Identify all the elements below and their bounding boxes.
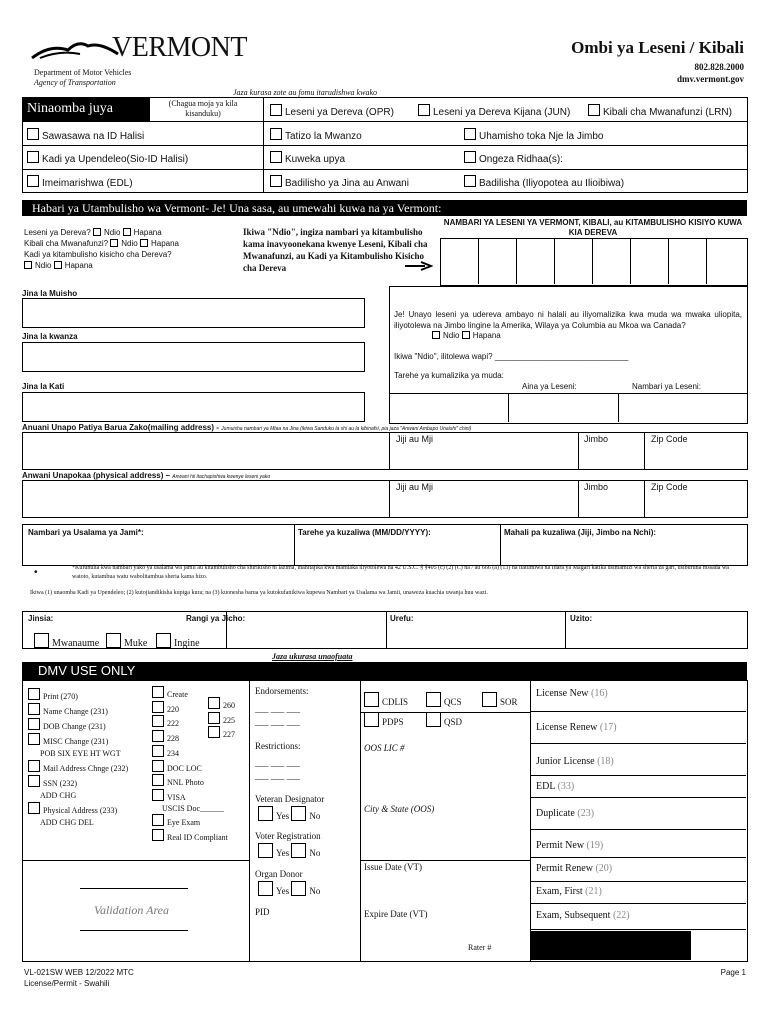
middle-name-label: Jina la Kati xyxy=(22,382,65,391)
type-permit-new[interactable]: Permit New (19) xyxy=(530,830,746,858)
pdps-option[interactable]: PDPS xyxy=(364,712,404,727)
type-permit-renew[interactable]: Permit Renew (20) xyxy=(530,858,746,882)
option-name-address-change[interactable]: Badilisho ya Jina au Anwani xyxy=(270,175,409,189)
other-state-number-label: Nambari ya Leseni: xyxy=(632,382,701,391)
vermont-logo-mountain-icon xyxy=(30,36,120,62)
rater-black-box xyxy=(531,931,691,960)
option-transfer[interactable]: Uhamisho toka Nje la Jimbo xyxy=(464,128,604,142)
form-id: VL-021SW WEB 12/2022 MTC xyxy=(24,968,134,977)
identity-bar: Habari ya Utambulisho wa Vermont- Je! Una sasa, au umewahi kuwa na ya Vermont: xyxy=(22,200,747,216)
ssn-label: Nambari ya Usalama ya Jami*: xyxy=(28,528,144,537)
other-state-where: Ikiwa "Ndio", ilitolewa wapi? ______________________________ xyxy=(394,352,629,361)
first-name-label: Jina la kwanza xyxy=(22,332,78,341)
endorsements-label: Endorsements: xyxy=(255,686,309,696)
option-replace[interactable]: Badilisha (Iliyopotea au Ilioibiwa) xyxy=(464,175,624,189)
fill-all-pages-note: Jaza kurasa zote au fomu itarudishwa kwako xyxy=(233,88,377,97)
last-name-input[interactable] xyxy=(22,298,365,328)
option-lrn[interactable]: Kibali cha Mwanafunzi (LRN) xyxy=(588,104,732,118)
other-state-answer: Ndio Hapana xyxy=(432,331,501,340)
type-exam-first[interactable]: Exam, First (21) xyxy=(530,882,746,904)
dmv-260[interactable]: 260 xyxy=(208,697,235,712)
veteran-options: Yes No xyxy=(258,806,320,821)
restrictions-blanks: ___ ___ ___ xyxy=(255,758,300,768)
dmv-dob-change[interactable]: DOB Change (231) xyxy=(28,718,128,733)
arrow-right-icon xyxy=(405,261,433,271)
department-name: Department of Motor Vehicles xyxy=(34,68,132,77)
option-jun[interactable]: Leseni ya Dereva Kijana (JUN) xyxy=(418,104,570,118)
dmv-use-only-bar: DMV USE ONLY xyxy=(22,662,747,680)
option-reinstate[interactable]: Kuweka upya xyxy=(270,151,345,165)
mailing-zip-label: Zip Code xyxy=(651,434,688,444)
oos-city-state-label: City & State (OOS) xyxy=(364,804,435,814)
endorsements-blanks-2: ___ ___ ___ xyxy=(255,717,300,727)
organ-donor-options: Yes No xyxy=(258,881,320,896)
weight-label: Uzito: xyxy=(570,614,593,623)
dmv-mail-address-change[interactable]: Mail Address Chnge (232) xyxy=(28,760,128,775)
vt-license-number-boxes[interactable] xyxy=(440,238,748,286)
middle-name-input[interactable] xyxy=(22,392,365,422)
pob-label: Mahali pa kuzaliwa (Jiji, Jimbo na Nchi): xyxy=(504,528,657,537)
dob-label: Tarehe ya kuzaliwa (MM/DD/YYYY): xyxy=(298,528,431,537)
option-real-id[interactable]: Sawasawa na ID Halisi xyxy=(27,128,144,142)
gender-other-option[interactable]: Ingine xyxy=(156,633,200,649)
option-edl[interactable]: Imeimarishwa (EDL) xyxy=(27,175,133,189)
dmv-220[interactable]: 220 xyxy=(152,701,228,716)
dmv-name-change[interactable]: Name Change (231) xyxy=(28,703,128,718)
question-non-driver-id-answer: Ndio Hapana xyxy=(24,260,234,271)
organ-donor-label: Organ Donor xyxy=(255,869,303,879)
dmv-222[interactable]: 222 xyxy=(152,715,228,730)
dmv-227[interactable]: 227 xyxy=(208,726,235,741)
dmv-234[interactable]: 234 xyxy=(152,745,228,760)
dmv-misc-fields: POB SIX EYE HT WGT xyxy=(40,749,121,758)
question-learner-permit: Kibali cha Mwanafunzi? Ndio Hapana xyxy=(24,239,179,248)
dmv-doc-loc[interactable]: DOC LOC xyxy=(152,760,228,775)
logo-text: VERMONT xyxy=(112,32,247,63)
mailing-address-input[interactable] xyxy=(22,432,748,470)
transaction-types xyxy=(530,680,746,930)
dmv-create[interactable]: Create xyxy=(152,686,228,701)
oos-lic-label: OOS LIC # xyxy=(364,743,405,753)
type-exam-subsequent[interactable]: Exam, Subsequent (22) xyxy=(530,904,746,930)
restrictions-label: Restrictions: xyxy=(255,741,301,751)
dmv-real-id-compliant[interactable]: Real ID Compliant xyxy=(152,829,228,844)
ssn-exception-note: Ikiwa (1) unaomba Kadi ya Upendeleo; (2) kutojiandikisha kupiga kura; na (3) kuonesha barua ya kutokufanikiwa kupewa Nambari ya Usalama wa Jamii, unaweza kuachia uwanja huu wazi. xyxy=(30,590,488,596)
agency-name: Agency of Transportation xyxy=(34,78,116,87)
other-state-type-label: Aina ya Leseni: xyxy=(522,382,577,391)
request-label: Ninaomba juya xyxy=(27,101,113,116)
last-name-label: Jina la Muisho xyxy=(22,289,78,298)
dmv-col1 xyxy=(28,688,128,829)
other-state-question: Je! Unayo leseni ya udereva ambayo ni halali au iliyomalizika kwa muda wa mwaka uliopita, iliyotolewa na Jimbo lingine la Amerika, Wilaya ya Columbia au Mkoa wa Canada? xyxy=(394,310,742,330)
dmv-uscis-doc: USCIS Doc______ xyxy=(162,803,225,813)
option-add-endorsement[interactable]: Ongeza Ridhaa(s): xyxy=(464,151,563,165)
question-drivers-license: Leseni ya Dereva? Ndio Hapana xyxy=(24,228,162,237)
voter-options: Yes No xyxy=(258,843,320,858)
dmv-col3 xyxy=(208,697,235,741)
physical-zip-label: Zip Code xyxy=(651,482,688,492)
eye-color-label: Rangi ya Jicho: xyxy=(186,614,246,623)
type-duplicate[interactable]: Duplicate (23) xyxy=(530,798,746,830)
option-privilege-card[interactable]: Kadi ya Upendeleo(Sio-ID Halisi) xyxy=(27,151,188,165)
dmv-misc-change[interactable]: MISC Change (231) xyxy=(28,733,128,748)
physical-address-input[interactable] xyxy=(22,480,748,518)
mailing-state-label: Jimbo xyxy=(584,434,609,444)
type-license-renew[interactable]: License Renew (17) xyxy=(530,712,746,744)
request-note: (Chagua moja ya kila kisanduku) xyxy=(168,99,238,118)
restrictions-blanks-2: ___ ___ ___ xyxy=(255,771,300,781)
form-type: License/Permit - Swahili xyxy=(24,979,110,988)
first-name-input[interactable] xyxy=(22,342,365,372)
veteran-label: Veteran Designator xyxy=(255,794,325,804)
qcs-option[interactable]: QCS xyxy=(426,692,462,707)
page-number: Page 1 xyxy=(720,968,746,977)
type-edl[interactable]: EDL (33) xyxy=(530,776,746,798)
height-label: Urefu: xyxy=(390,614,414,623)
pid-label: PID xyxy=(255,907,270,917)
other-state-expiry-label: Tarehe ya kumalizika ya muda: xyxy=(394,371,504,380)
dmv-228[interactable]: 228 xyxy=(152,730,228,745)
gender-female-option[interactable]: Muke xyxy=(106,633,147,649)
dmv-225[interactable]: 225 xyxy=(208,712,235,727)
issue-date-label: Issue Date (VT) xyxy=(364,862,422,872)
identity-instructions: Ikiwa "Ndio", ingiza nambari ya kitambulisho kama inavyoonekana kwenye Leseni, Kibali cha Mwanafunzi, au Kadi ya Kitambulisho Kisicho cha Dereva xyxy=(243,227,428,273)
website[interactable]: dmv.vermont.gov xyxy=(677,74,744,84)
sor-option[interactable]: SOR xyxy=(482,692,518,707)
type-junior-license[interactable]: Junior License (18) xyxy=(530,744,746,776)
physical-address-label: Anwani Unapokaa (physical address) – Anwani hii itachapishwa kwenye leseni yako xyxy=(22,471,271,480)
rater-label: Rater # xyxy=(468,943,492,952)
question-non-driver-id: Kadi ya kitambulisho kisicho cha Dereva? xyxy=(24,250,172,259)
footnote-bullet: • xyxy=(34,567,38,578)
validation-area-label: Validation Area xyxy=(94,903,169,917)
ssn-footnote: *Kufunulia kwa nambari yako ya usalama wa jamii au kitambulisho cha shirikisho ni lazima, inahitajika kwa mamlaka iliyotolewa na 42 U.S.C. § §405 (c) (2) (C) na / au 666 (a) (13) na itatumiwa na Idara ya Magari katika usimamizi wa sheria za gari, usiburuna mssada wa watoto, kutambua watu wabolitambua sheria kama hizo. xyxy=(72,565,729,580)
phone-number: 802.828.2000 xyxy=(694,62,744,72)
dmv-ssn[interactable]: SSN (232) xyxy=(28,775,128,790)
cdlis-option[interactable]: CDLIS xyxy=(364,692,408,707)
vt-number-header: NAMBARI YA LESENI YA VERMONT, KIBALI, au KITAMBULISHO KISIYO KUWA KIA DEREVA xyxy=(443,218,743,237)
mailing-address-label: Anuani Unapo Patiya Barua Zako(mailing address) - Jumuisha nambari ya Mtaa na Jina (ikiwa Sanduku la shi au la kibinafsi, pia jaza "Anwani Ambapo Unaishi" chini) xyxy=(22,423,472,432)
mailing-city-label: Jiji au Mji xyxy=(396,434,434,444)
gender-male-option[interactable]: Mwanaume xyxy=(34,633,99,649)
dmv-ssn-actions: ADD CHG xyxy=(40,791,77,800)
qsd-option[interactable]: QSD xyxy=(426,712,462,727)
dmv-nnl-photo[interactable]: NNL Photo xyxy=(152,774,228,789)
next-page-note: Jaza ukurasa unaofuata xyxy=(272,652,353,661)
page-title: Ombi ya Leseni / Kibali xyxy=(571,38,744,57)
dmv-eye-exam[interactable]: Eye Exam xyxy=(152,814,228,829)
physical-state-label: Jimbo xyxy=(584,482,609,492)
gender-label: Jinsia: xyxy=(28,614,54,623)
option-opr[interactable]: Leseni ya Dereva (OPR) xyxy=(270,104,394,118)
dmv-visa[interactable]: VISA xyxy=(152,789,228,804)
type-license-new[interactable]: License New (16) xyxy=(530,680,746,712)
dmv-print[interactable]: Print (270) xyxy=(28,688,128,703)
identity-questions xyxy=(24,227,234,271)
endorsements-blanks: ___ ___ ___ xyxy=(255,704,300,714)
physical-city-label: Jiji au Mji xyxy=(396,482,434,492)
option-first-issue[interactable]: Tatizo la Mwanzo xyxy=(270,128,362,142)
expire-date-label: Expire Date (VT) xyxy=(364,909,428,919)
voter-label: Voter Registration xyxy=(255,831,321,841)
dmv-physical-address[interactable]: Physical Address (233) xyxy=(28,802,128,817)
dmv-physical-actions: ADD CHG DEL xyxy=(40,818,94,827)
